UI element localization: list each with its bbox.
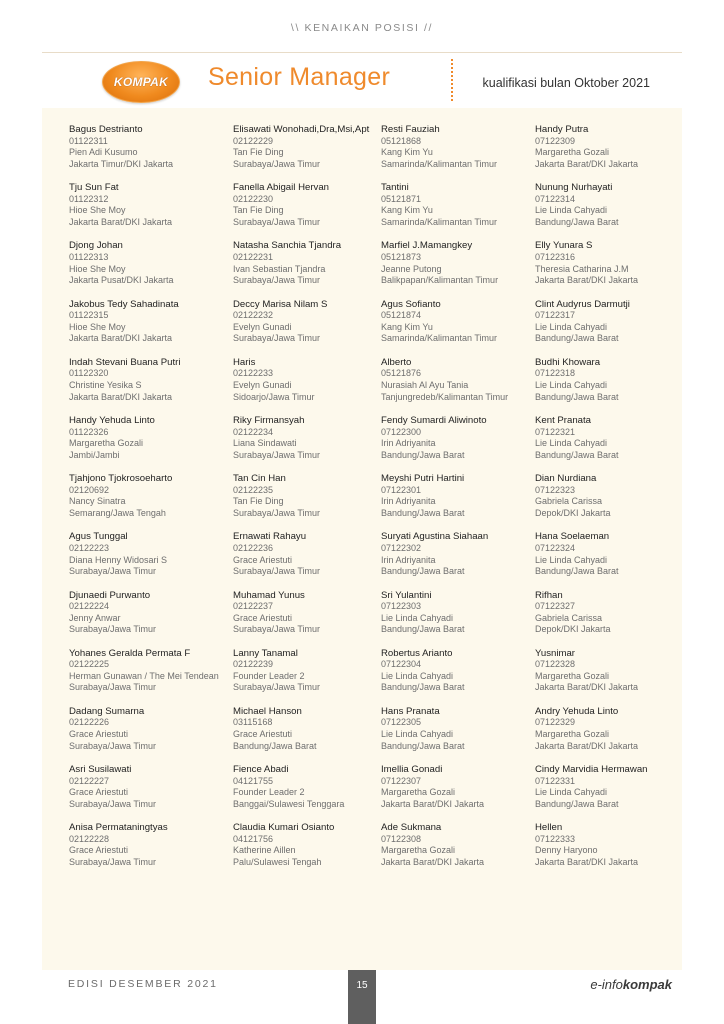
member-sponsor: Irin Adriyanita xyxy=(381,496,436,507)
member-sponsor: Jenny Anwar xyxy=(69,612,121,623)
member-entry xyxy=(381,473,541,531)
member-name: Marfiel J.Mamangkey xyxy=(381,240,473,252)
member-entry xyxy=(233,182,393,240)
member-name: Imellia Gonadi xyxy=(381,764,443,776)
member-entry xyxy=(535,764,695,822)
member-location: Jakarta Barat/DKI Jakarta xyxy=(69,333,173,344)
member-sponsor: Grace Ariestuti xyxy=(233,554,293,565)
member-sponsor: Nurasiah Al Ayu Tania xyxy=(381,379,469,390)
member-entry xyxy=(233,415,393,473)
member-id: 02120692 xyxy=(69,484,110,495)
member-location: Jambi/Jambi xyxy=(69,449,120,460)
member-entry xyxy=(233,299,393,357)
member-name: Anisa Permataningtyas xyxy=(69,822,168,834)
member-sponsor: Grace Ariestuti xyxy=(69,787,129,798)
member-id: 07122309 xyxy=(535,135,576,146)
member-location: Samarinda/Kalimantan Timur xyxy=(381,333,498,344)
member-location: Surabaya/Jawa Timur xyxy=(233,449,321,460)
member-entry xyxy=(535,415,695,473)
member-id: 07122308 xyxy=(381,833,422,844)
member-sponsor: Grace Ariestuti xyxy=(233,729,293,740)
member-columns xyxy=(69,124,689,884)
member-sponsor: Lie Linda Cahyadi xyxy=(535,438,608,449)
member-entry xyxy=(233,706,393,764)
member-entry xyxy=(69,764,229,822)
member-sponsor: Margaretha Gozali xyxy=(535,670,610,681)
member-entry xyxy=(69,473,229,531)
member-sponsor: Kang Kim Yu xyxy=(381,205,433,216)
member-id: 02122223 xyxy=(69,542,110,553)
member-sponsor: Katherine Aillen xyxy=(233,845,296,856)
member-column xyxy=(69,124,229,880)
member-location: Jakarta Barat/DKI Jakarta xyxy=(535,740,639,751)
member-name: Hellen xyxy=(535,822,563,834)
member-sponsor: Irin Adriyanita xyxy=(381,554,436,565)
member-id: 05121874 xyxy=(381,310,422,321)
member-sponsor: Tan Fie Ding xyxy=(233,205,284,216)
member-sponsor: Margaretha Gozali xyxy=(381,787,456,798)
member-location: Bandung/Jawa Barat xyxy=(233,740,317,751)
member-location: Bandung/Jawa Barat xyxy=(535,391,619,402)
member-location: Bandung/Jawa Barat xyxy=(535,566,619,577)
member-id: 07122323 xyxy=(535,484,576,495)
member-location: Jakarta Pusat/DKI Jakarta xyxy=(69,275,174,286)
member-sponsor: Evelyn Gunadi xyxy=(233,321,292,332)
member-entry xyxy=(69,415,229,473)
member-entry xyxy=(69,299,229,357)
member-name: Tan Cin Han xyxy=(233,473,286,485)
member-sponsor: Lie Linda Cahyadi xyxy=(535,205,608,216)
member-location: Bandung/Jawa Barat xyxy=(381,566,465,577)
member-entry xyxy=(381,706,541,764)
member-id: 01122315 xyxy=(69,310,109,321)
member-id: 07122324 xyxy=(535,542,576,553)
member-location: Surabaya/Jawa Timur xyxy=(69,682,157,693)
kompak-logo xyxy=(102,61,180,103)
member-id: 07122307 xyxy=(381,775,422,786)
member-entry xyxy=(381,590,541,648)
qualification-text: kualifikasi bulan Oktober 2021 xyxy=(482,76,650,90)
member-name: Hans Pranata xyxy=(381,705,440,717)
member-id: 01122313 xyxy=(69,251,109,262)
header-divider xyxy=(451,59,453,101)
member-entry xyxy=(535,590,695,648)
member-entry xyxy=(233,357,393,415)
member-location: Bandung/Jawa Barat xyxy=(535,333,619,344)
member-location: Bandung/Jawa Barat xyxy=(381,624,465,635)
member-column xyxy=(381,124,541,880)
member-name: Nunung Nurhayati xyxy=(535,182,613,194)
member-sponsor: Margaretha Gozali xyxy=(535,729,610,740)
member-sponsor: Hioe She Moy xyxy=(69,205,126,216)
member-location: Surabaya/Jawa Timur xyxy=(69,740,157,751)
brand-prefix: e-info xyxy=(590,977,623,992)
member-id: 02122231 xyxy=(233,251,274,262)
member-sponsor: Grace Ariestuti xyxy=(233,612,293,623)
member-entry xyxy=(535,299,695,357)
member-entry xyxy=(381,764,541,822)
member-entry xyxy=(535,124,695,182)
member-location: Samarinda/Kalimantan Timur xyxy=(381,216,498,227)
member-id: 07122318 xyxy=(535,368,576,379)
member-id: 07122303 xyxy=(381,601,422,612)
member-entry xyxy=(535,531,695,589)
member-id: 02122230 xyxy=(233,193,274,204)
member-location: Jakarta Barat/DKI Jakarta xyxy=(69,391,173,402)
member-id: 07122328 xyxy=(535,659,576,670)
member-name: Yohanes Geralda Permata F xyxy=(69,647,191,659)
member-entry xyxy=(381,299,541,357)
member-id: 05121873 xyxy=(381,251,422,262)
member-location: Jakarta Barat/DKI Jakarta xyxy=(535,275,639,286)
member-entry xyxy=(381,415,541,473)
member-location: Surabaya/Jawa Timur xyxy=(233,566,321,577)
member-id: 07122327 xyxy=(535,601,576,612)
page-number: 15 xyxy=(356,980,368,991)
member-sponsor: Lie Linda Cahyadi xyxy=(535,554,608,565)
member-name: Michael Hanson xyxy=(233,705,302,717)
member-sponsor: Lie Linda Cahyadi xyxy=(381,729,454,740)
member-sponsor: Margaretha Gozali xyxy=(381,845,456,856)
member-name: Indah Stevani Buana Putri xyxy=(69,356,181,368)
member-name: Elisawati Wonohadi,Dra,Msi,Apt xyxy=(233,124,370,135)
member-sponsor: Lie Linda Cahyadi xyxy=(535,321,608,332)
member-sponsor: Gabriela Carissa xyxy=(535,496,603,507)
member-location: Surabaya/Jawa Timur xyxy=(233,275,321,286)
member-name: Sri Yulantini xyxy=(381,589,432,601)
member-location: Samarinda/Kalimantan Timur xyxy=(381,158,498,169)
member-name: Alberto xyxy=(381,356,412,368)
member-id: 07122317 xyxy=(535,310,576,321)
member-id: 07122305 xyxy=(381,717,422,728)
member-name: Fanella Abigail Hervan xyxy=(233,182,329,194)
member-name: Kent Pranata xyxy=(535,414,592,426)
member-name: Bagus Destrianto xyxy=(69,124,143,135)
member-id: 07122329 xyxy=(535,717,576,728)
member-name: Suryati Agustina Siahaan xyxy=(381,531,489,543)
member-id: 01122312 xyxy=(69,193,109,204)
member-entry xyxy=(69,240,229,298)
member-column xyxy=(535,124,695,880)
member-location: Surabaya/Jawa Timur xyxy=(233,158,321,169)
member-id: 02122225 xyxy=(69,659,110,670)
member-id: 01122326 xyxy=(69,426,109,437)
member-entry xyxy=(233,648,393,706)
member-location: Surabaya/Jawa Timur xyxy=(233,624,321,635)
member-sponsor: Lie Linda Cahyadi xyxy=(535,379,608,390)
member-entry xyxy=(69,822,229,880)
member-entry xyxy=(381,822,541,880)
member-location: Semarang/Jawa Tengah xyxy=(69,507,166,518)
member-name: Asri Susilawati xyxy=(69,764,132,776)
member-location: Jakarta Barat/DKI Jakarta xyxy=(535,682,639,693)
member-location: Bandung/Jawa Barat xyxy=(381,449,465,460)
member-sponsor: Herman Gunawan / The Mei Tendean xyxy=(69,670,219,681)
member-sponsor: Kang Kim Yu xyxy=(381,321,433,332)
member-name: Ade Sukmana xyxy=(381,822,442,834)
member-location: Surabaya/Jawa Timur xyxy=(233,507,321,518)
member-sponsor: Nancy Sinatra xyxy=(69,496,126,507)
member-name: Resti Fauziah xyxy=(381,124,440,135)
member-name: Djunaedi Purwanto xyxy=(69,589,151,601)
member-sponsor: Founder Leader 2 xyxy=(233,670,305,681)
member-location: Surabaya/Jawa Timur xyxy=(233,682,321,693)
member-location: Palu/Sulawesi Tengah xyxy=(233,857,322,868)
member-id: 07122333 xyxy=(535,833,576,844)
member-entry xyxy=(535,357,695,415)
member-name: Natasha Sanchia Tjandra xyxy=(233,240,342,252)
member-entry xyxy=(535,822,695,880)
member-entry xyxy=(233,531,393,589)
member-location: Bandung/Jawa Barat xyxy=(381,507,465,518)
page-title: Senior Manager xyxy=(208,63,391,91)
member-entry xyxy=(233,822,393,880)
member-id: 07122321 xyxy=(535,426,576,437)
member-entry xyxy=(69,648,229,706)
member-id: 02122237 xyxy=(233,601,274,612)
member-name: Muhamad Yunus xyxy=(233,589,305,601)
member-name: Agus Tunggal xyxy=(69,531,128,543)
member-id: 02122226 xyxy=(69,717,110,728)
member-location: Balikpapan/Kalimantan Timur xyxy=(381,275,499,286)
member-name: Budhi Khowara xyxy=(535,356,601,368)
member-name: Elly Yunara S xyxy=(535,240,593,252)
member-name: Robertus Arianto xyxy=(381,647,453,659)
member-sponsor: Theresia Catharina J.M xyxy=(535,263,629,274)
member-entry xyxy=(69,357,229,415)
member-location: Depok/DKI Jakarta xyxy=(535,624,611,635)
member-entry xyxy=(69,182,229,240)
member-id: 02122232 xyxy=(233,310,274,321)
member-sponsor: Evelyn Gunadi xyxy=(233,379,292,390)
member-sponsor: Grace Ariestuti xyxy=(69,729,129,740)
member-entry xyxy=(69,706,229,764)
member-name: Haris xyxy=(233,356,256,368)
member-name: Andry Yehuda Linto xyxy=(535,705,619,717)
member-id: 07122304 xyxy=(381,659,422,670)
member-sponsor: Founder Leader 2 xyxy=(233,787,305,798)
member-name: Clint Audyrus Darmutji xyxy=(535,298,630,310)
member-entry xyxy=(381,124,541,182)
page-number-box xyxy=(348,970,376,1024)
member-id: 02122236 xyxy=(233,542,274,553)
member-sponsor: Margaretha Gozali xyxy=(69,438,144,449)
member-name: Tju Sun Fat xyxy=(69,182,119,194)
member-sponsor: Jeanne Putong xyxy=(381,263,442,274)
member-location: Depok/DKI Jakarta xyxy=(535,507,611,518)
member-location: Bandung/Jawa Barat xyxy=(381,740,465,751)
member-sponsor: Hioe She Moy xyxy=(69,321,126,332)
member-id: 04121755 xyxy=(233,775,274,786)
member-sponsor: Christine Yesika S xyxy=(69,379,142,390)
member-id: 04121756 xyxy=(233,833,274,844)
brand-bold: kompak xyxy=(622,977,672,992)
member-name: Riky Firmansyah xyxy=(233,414,305,426)
member-id: 02122224 xyxy=(69,601,110,612)
member-sponsor: Hioe She Moy xyxy=(69,263,126,274)
member-id: 02122239 xyxy=(233,659,274,670)
member-name: Lanny Tanamal xyxy=(233,647,298,659)
member-id: 05121868 xyxy=(381,135,422,146)
member-name: Fience Abadi xyxy=(233,764,289,776)
member-location: Surabaya/Jawa Timur xyxy=(69,798,157,809)
member-id: 07122300 xyxy=(381,426,422,437)
member-location: Bandung/Jawa Barat xyxy=(381,682,465,693)
member-sponsor: Irin Adriyanita xyxy=(381,438,436,449)
member-id: 02122228 xyxy=(69,833,110,844)
member-name: Tantini xyxy=(381,182,409,194)
member-sponsor: Lie Linda Cahyadi xyxy=(535,787,608,798)
member-location: Surabaya/Jawa Timur xyxy=(69,566,157,577)
member-name: Agus Sofianto xyxy=(381,298,441,310)
member-location: Bandung/Jawa Barat xyxy=(535,449,619,460)
member-entry xyxy=(535,648,695,706)
member-sponsor: Lie Linda Cahyadi xyxy=(381,670,454,681)
member-name: Ernawati Rahayu xyxy=(233,531,307,543)
member-location: Bandung/Jawa Barat xyxy=(535,798,619,809)
member-location: Surabaya/Jawa Timur xyxy=(233,333,321,344)
member-name: Tjahjono Tjokrosoeharto xyxy=(69,473,173,485)
member-id: 03115168 xyxy=(233,717,273,728)
member-entry xyxy=(69,124,229,182)
member-name: Yusnimar xyxy=(535,647,575,659)
member-id: 07122331 xyxy=(535,775,576,786)
member-location: Surabaya/Jawa Timur xyxy=(69,857,157,868)
member-sponsor: Gabriela Carissa xyxy=(535,612,603,623)
member-id: 01122311 xyxy=(69,135,108,146)
member-name: Claudia Kumari Osianto xyxy=(233,822,335,834)
member-id: 07122316 xyxy=(535,251,576,262)
member-id: 02122229 xyxy=(233,135,274,146)
member-entry xyxy=(69,590,229,648)
page-header xyxy=(42,52,682,109)
member-location: Jakarta Timur/DKI Jakarta xyxy=(69,158,174,169)
member-id: 07122301 xyxy=(381,484,422,495)
member-sponsor: Margaretha Gozali xyxy=(535,147,610,158)
member-name: Dadang Sumarna xyxy=(69,705,145,717)
member-entry xyxy=(381,240,541,298)
member-name: Dian Nurdiana xyxy=(535,473,597,485)
member-entry xyxy=(381,648,541,706)
member-sponsor: Diana Henny Widosari S xyxy=(69,554,168,565)
member-entry xyxy=(233,240,393,298)
member-sponsor: Kang Kim Yu xyxy=(381,147,433,158)
member-location: Jakarta Barat/DKI Jakarta xyxy=(381,857,485,868)
member-name: Deccy Marisa Nilam S xyxy=(233,298,328,310)
member-entry xyxy=(69,531,229,589)
member-location: Tanjungredeb/Kalimantan Timur xyxy=(381,391,509,402)
member-name: Meyshi Putri Hartini xyxy=(381,473,465,485)
member-entry xyxy=(535,473,695,531)
member-id: 07122314 xyxy=(535,193,576,204)
logo-text: KOMPAK xyxy=(113,75,169,89)
member-entry xyxy=(381,531,541,589)
member-name: Hana Soelaeman xyxy=(535,531,610,543)
member-name: Cindy Marvidia Hermawan xyxy=(535,764,648,776)
member-location: Jakarta Barat/DKI Jakarta xyxy=(69,216,173,227)
member-sponsor: Pien Adi Kusumo xyxy=(69,147,138,158)
member-name: Djong Johan xyxy=(69,240,123,252)
member-id: 05121876 xyxy=(381,368,422,379)
member-sponsor: Grace Ariestuti xyxy=(69,845,129,856)
member-location: Sidoarjo/Jawa Timur xyxy=(233,391,315,402)
member-entry xyxy=(535,706,695,764)
member-name: Rifhan xyxy=(535,589,563,601)
member-sponsor: Tan Fie Ding xyxy=(233,147,284,158)
member-id: 02122235 xyxy=(233,484,274,495)
member-entry xyxy=(381,182,541,240)
member-entry xyxy=(535,182,695,240)
member-location: Jakarta Barat/DKI Jakarta xyxy=(381,798,485,809)
member-entry xyxy=(233,764,393,822)
member-column xyxy=(233,124,393,880)
member-location: Jakarta Barat/DKI Jakarta xyxy=(535,158,639,169)
member-id: 02122233 xyxy=(233,368,274,379)
member-entry xyxy=(535,240,695,298)
member-location: Surabaya/Jawa Timur xyxy=(233,216,321,227)
member-entry xyxy=(381,357,541,415)
member-name: Handy Putra xyxy=(535,124,589,135)
member-entry xyxy=(233,473,393,531)
member-id: 07122302 xyxy=(381,542,422,553)
member-id: 02122234 xyxy=(233,426,274,437)
member-location: Bandung/Jawa Barat xyxy=(535,216,619,227)
member-entry xyxy=(233,124,393,182)
member-name: Handy Yehuda Linto xyxy=(69,414,155,426)
member-id: 01122320 xyxy=(69,368,109,379)
member-location: Jakarta Barat/DKI Jakarta xyxy=(535,857,639,868)
member-name: Jakobus Tedy Sahadinata xyxy=(69,298,179,310)
member-sponsor: Liana Sindawati xyxy=(233,438,297,449)
member-sponsor: Lie Linda Cahyadi xyxy=(381,612,454,623)
member-location: Banggai/Sulawesi Tenggara xyxy=(233,798,345,809)
member-id: 05121871 xyxy=(381,193,422,204)
footer-brand xyxy=(590,977,672,992)
member-sponsor: Denny Haryono xyxy=(535,845,598,856)
member-sponsor: Ivan Sebastian Tjandra xyxy=(233,263,326,274)
section-header: \\ KENAIKAN POSISI // xyxy=(290,22,434,34)
member-entry xyxy=(233,590,393,648)
member-id: 02122227 xyxy=(69,775,110,786)
member-location: Surabaya/Jawa Timur xyxy=(69,624,157,635)
member-sponsor: Tan Fie Ding xyxy=(233,496,284,507)
member-name: Fendy Sumardi Aliwinoto xyxy=(381,414,487,426)
edition-label: EDISI DESEMBER 2021 xyxy=(68,978,218,990)
